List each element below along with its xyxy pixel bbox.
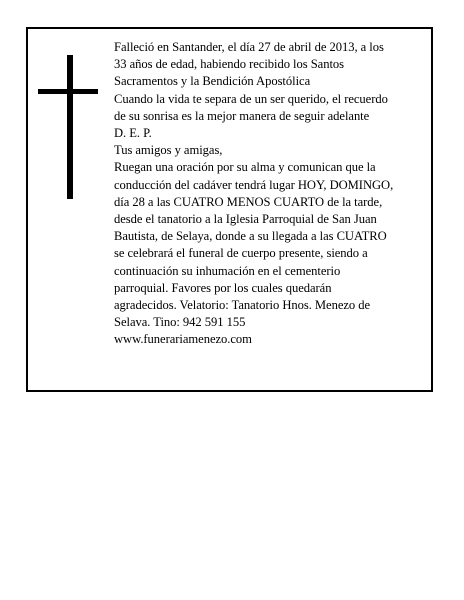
text-line: Selava. Tino: 942 591 155 <box>114 315 246 330</box>
text-line: día 28 a las CUATRO MENOS CUARTO de la tarde, <box>114 194 383 209</box>
cross-vertical-bar <box>67 55 73 199</box>
obituary-notice <box>26 27 433 392</box>
text-line: conducción del cadáver tendrá lugar HOY, DOMINGO, <box>114 177 394 192</box>
text-line: Sacramentos y la Bendición Apostólica <box>114 74 311 89</box>
text-line: 33 años de edad, habiendo recibido los Santos <box>114 57 344 72</box>
obituary-text <box>114 39 414 349</box>
text-line: Bautista, de Selaya, donde a su llegada a las CUATRO <box>114 229 387 244</box>
text-line: continuación su inhumación en el cementerio <box>114 263 341 278</box>
text-line: parroquial. Favores por los cuales quedarán <box>114 280 332 295</box>
website-link-text: www.funerariamenezo.com <box>114 332 252 347</box>
cross-horizontal-bar <box>38 89 98 94</box>
text-line: agradecidos. Velatorio: Tanatorio Hnos. Menezo de <box>114 298 371 313</box>
text-line: Falleció en Santander, el día 27 de abril de 2013, a los <box>114 40 384 54</box>
text-line: de su sonrisa es la mejor manera de seguir adelante <box>114 108 370 123</box>
latin-cross-icon <box>38 55 98 199</box>
text-line: Cuando la vida te separa de un ser querido, el recuerdo <box>114 91 388 106</box>
text-line: D. E. P. <box>114 126 152 141</box>
text-line: Tus amigos y amigas, <box>114 143 223 158</box>
text-line: Ruegan una oración por su alma y comunican que la <box>114 160 376 175</box>
text-line: se celebrará el funeral de cuerpo presente, siendo a <box>114 246 368 261</box>
text-line: desde el tanatorio a la Iglesia Parroquial de San Juan <box>114 212 377 227</box>
